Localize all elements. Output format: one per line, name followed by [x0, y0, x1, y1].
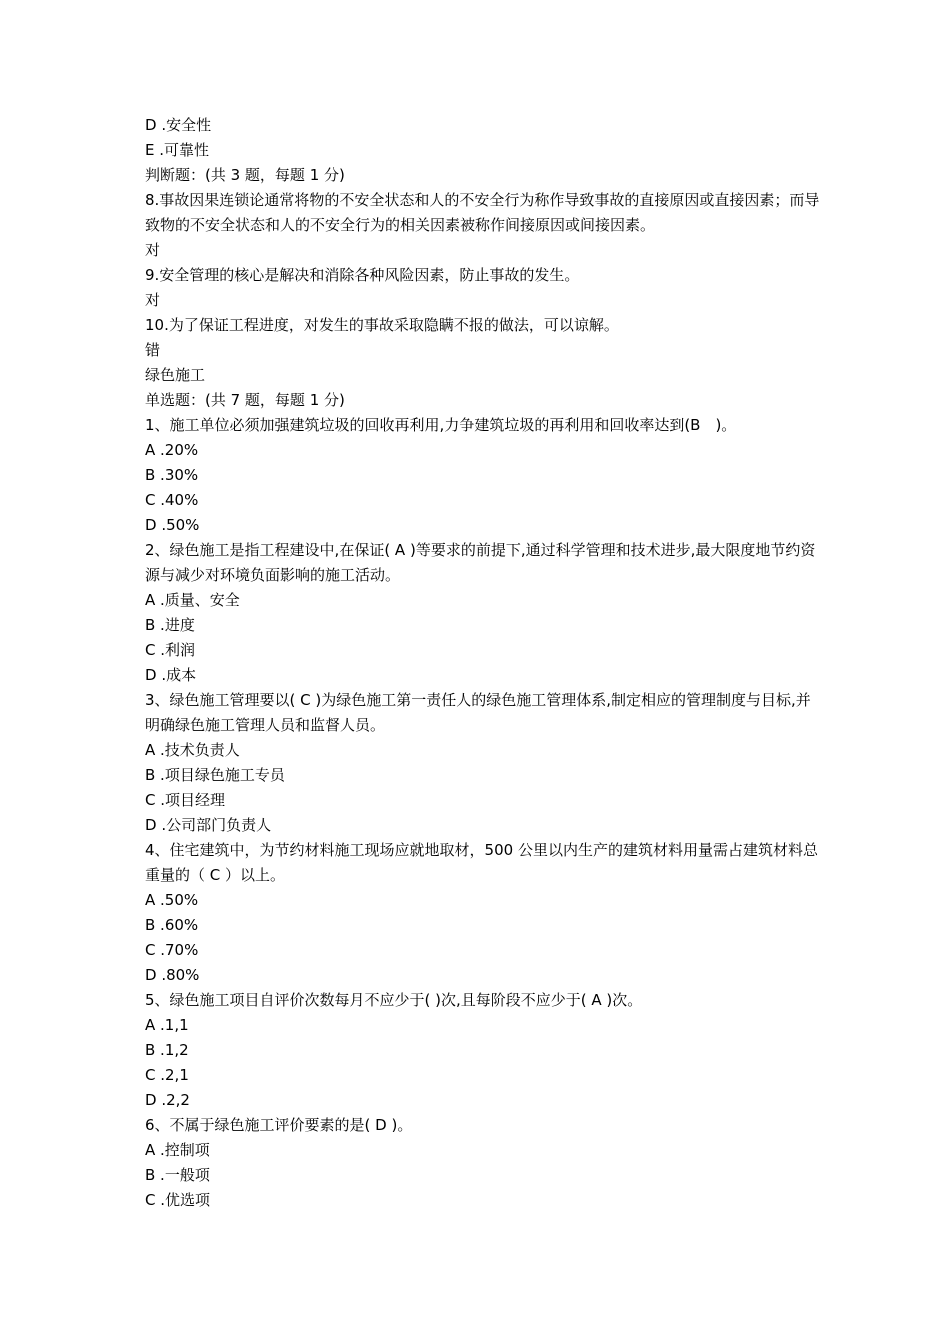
q4-option-d: D .80%: [145, 966, 200, 984]
option-d-safety: D .安全性: [145, 116, 212, 134]
question-10: 10.为了保证工程进度，对发生的事故采取隐瞒不报的做法，可以谅解。: [145, 316, 619, 334]
section-heading-single-choice: 单选题：(共 7 题，每题 1 分): [145, 391, 345, 409]
chapter-title: 绿色施工: [145, 366, 206, 384]
q2-option-d: D .成本: [145, 666, 197, 684]
q6-option-c: C .优选项: [145, 1191, 211, 1209]
q3-option-d: D .公司部门负责人: [145, 816, 272, 834]
q1-option-d: D .50%: [145, 516, 200, 534]
question-1: 1、施工单位必须加强建筑垃圾的回收再利用,力争建筑垃圾的再利用和回收率达到(B )。: [145, 416, 737, 434]
q3-option-c: C .项目经理: [145, 791, 226, 809]
question-2: 2、绿色施工是指工程建设中,在保证( A )等要求的前提下,通过科学管理和技术进步,最大限度地节约资源与减少对环境负面影响的施工活动。: [145, 541, 816, 584]
question-4: 4、住宅建筑中，为节约材料施工现场应就地取材，500 公里以内生产的建筑材料用量需占建筑材料总重量的（ C ）以上。: [145, 841, 818, 884]
q1-option-c: C .40%: [145, 491, 199, 509]
q1-option-b: B .30%: [145, 466, 199, 484]
q6-option-b: B .一般项: [145, 1166, 210, 1184]
q5-option-c: C .2,1: [145, 1066, 189, 1084]
q5-option-b: B .1,2: [145, 1041, 189, 1059]
section-heading-true-false: 判断题：(共 3 题，每题 1 分): [145, 166, 345, 184]
question-8: 8.事故因果连锁论通常将物的不安全状态和人的不安全行为称作导致事故的直接原因或直接因素；而导致物的不安全状态和人的不安全行为的相关因素被称作间接原因或间接因素。: [145, 191, 820, 234]
q3-option-a: A .技术负责人: [145, 741, 240, 759]
q2-option-b: B .进度: [145, 616, 195, 634]
question-5: 5、绿色施工项目自评价次数每月不应少于( )次,且每阶段不应少于( A )次。: [145, 991, 643, 1009]
q5-option-a: A .1,1: [145, 1016, 189, 1034]
answer-8: 对: [145, 241, 161, 259]
answer-10: 错: [145, 341, 161, 359]
option-e-reliability: E .可靠性: [145, 141, 210, 159]
q4-option-c: C .70%: [145, 941, 199, 959]
question-9: 9.安全管理的核心是解决和消除各种风险因素，防止事故的发生。: [145, 266, 580, 284]
q1-option-a: A .20%: [145, 441, 199, 459]
q4-option-b: B .60%: [145, 916, 199, 934]
q6-option-a: A .控制项: [145, 1141, 210, 1159]
q2-option-c: C .利润: [145, 641, 196, 659]
question-3: 3、绿色施工管理要以( C )为绿色施工第一责任人的绿色施工管理体系,制定相应的管理制度与目标,并明确绿色施工管理人员和监督人员。: [145, 691, 811, 734]
q5-option-d: D .2,2: [145, 1091, 190, 1109]
question-6: 6、不属于绿色施工评价要素的是( D )。: [145, 1116, 413, 1134]
q2-option-a: A .质量、安全: [145, 591, 240, 609]
answer-9: 对: [145, 291, 161, 309]
q4-option-a: A .50%: [145, 891, 199, 909]
q3-option-b: B .项目绿色施工专员: [145, 766, 285, 784]
document-page: [145, 113, 825, 1213]
